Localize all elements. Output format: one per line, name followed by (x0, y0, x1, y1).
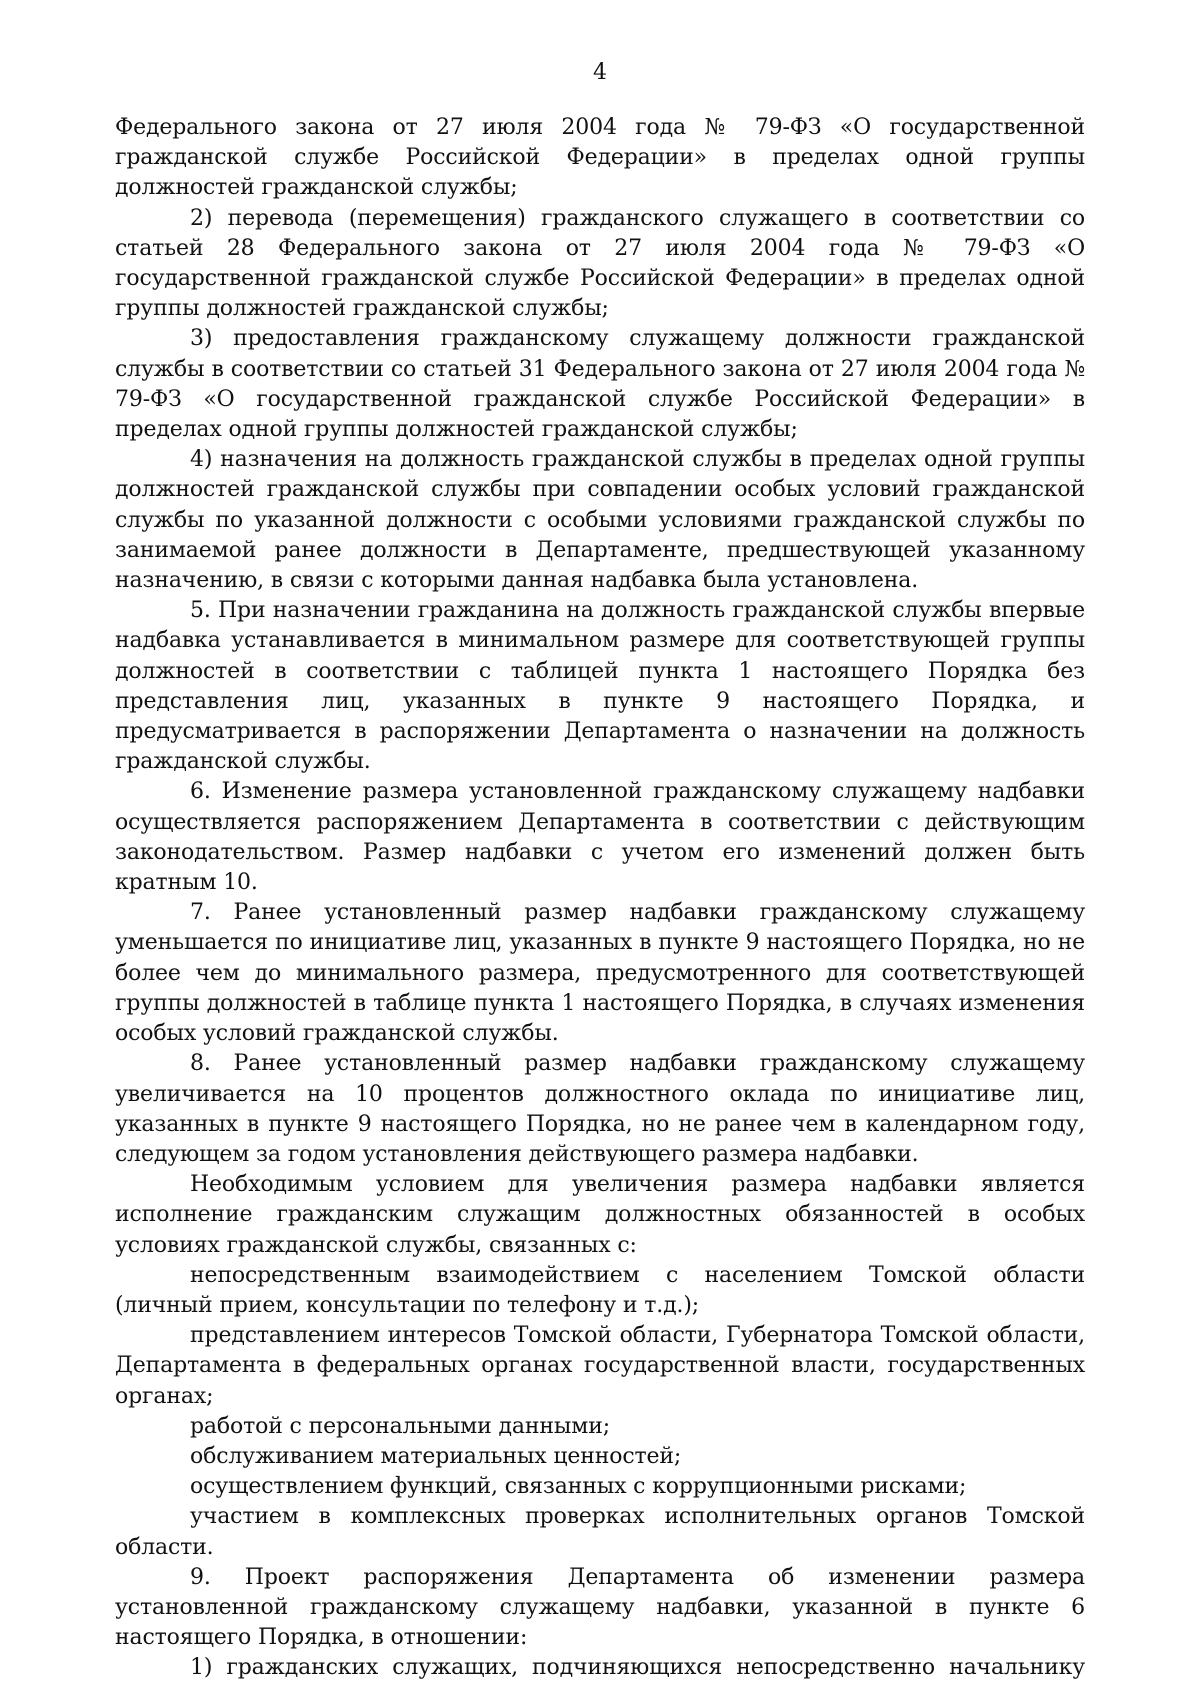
paragraph-required-condition: Необходимым условием для увеличения размера надбавки является исполнение гражданским служащим должностных обязанностей в особых условиях гражданской службы, связанных с: (115, 1172, 1085, 1258)
document-body (115, 113, 1085, 1684)
paragraph-section-6: 6. Изменение размера установленной гражданскому служащему надбавки осуществляется распоряжением Департамента в соответствии с действующим законодательством. Размер надбавки с учетом его изменений должен быть кратным 10. (115, 779, 1085, 896)
paragraph-condition-material-values: обслуживанием материальных ценностей; (190, 1443, 682, 1469)
paragraph-item-3-provision: 3) предоставления гражданскому служащему должности гражданской службы в соответствии со статьей 31 Федерального закона от 27 июля 2004 года № 79-ФЗ «О государственной гражданской службе Российской Федерации» в пределах одной группы должностей гражданской службы; (115, 326, 1085, 443)
paragraph-section-5: 5. При назначении гражданина на должность гражданской службы впервые надбавка устанавливается в минимальном размере для соответствующей группы должностей в соответствии с таблицей пункта 1 настоящего Порядка без представления лиц, указанных в пункте 9 настоящего Порядка, и предусматривается в распоряжении Департамента о назначении на должность гражданской службы. (115, 598, 1085, 775)
paragraph-condition-population: непосредственным взаимодействием с населением Томской области (личный прием, консультации по телефону и т.д.); (115, 1262, 1085, 1318)
paragraph-section-9: 9. Проект распоряжения Департамента об изменении размера установленной гражданскому служащему надбавки, указанной в пункте 6 настоящего Порядка, в отношении: (115, 1564, 1085, 1651)
paragraph-condition-complex-checks: участием в комплексных проверках исполнительных органов Томской области. (115, 1504, 1085, 1560)
paragraph-section-8: 8. Ранее установленный размер надбавки гражданскому служащему увеличивается на 10 процентов должностного оклада по инициативе лиц, указанных в пункте 9 настоящего Порядка, но не ранее чем в календарном году, следующем за годом установления действующего размера надбавки. (115, 1051, 1085, 1167)
paragraph-continuation-federal-law: Федерального закона от 27 июля 2004 года № 79-ФЗ «О государственной гражданской службе Российской Федерации» в пределах одной группы должностей гражданской службы; (115, 115, 1085, 201)
paragraph-condition-representation: представлением интересов Томской области, Губернатора Томской области, Департамента в федеральных органах государственной власти, государственных органах; (115, 1323, 1085, 1409)
paragraph-condition-personal-data: работой с персональными данными; (190, 1413, 610, 1439)
paragraph-item-1-civil-servants: 1) гражданских служащих, подчиняющихся непосредственно начальнику (190, 1655, 1085, 1681)
paragraph-condition-corruption-risks: осуществлением функций, связанных с коррупционными рисками; (190, 1474, 967, 1500)
paragraph-item-2-transfer: 2) перевода (перемещения) гражданского служащего в соответствии со статьей 28 Федерального закона от 27 июля 2004 года № 79-ФЗ «О государственной гражданской службе Российской Федерации» в пределах одной группы должностей гражданской службы; (115, 205, 1085, 322)
paragraph-item-4-appointment: 4) назначения на должность гражданской службы в пределах одной группы должностей гражданской службы при совпадении особых условий гражданской службы по указанной должности с особыми условиями гражданской службы по занимаемой ранее должности в Департаменте, предшествующей указанному назначению, в связи с которыми данная надбавка была установлена. (115, 447, 1085, 594)
page-number: 4 (593, 60, 607, 85)
paragraph-section-7: 7. Ранее установленный размер надбавки гражданскому служащему уменьшается по инициативе лиц, указанных в пункте 9 настоящего Порядка, но не более чем до минимального размера, предусмотренного для соответствующей группы должностей в таблице пункта 1 настоящего Порядка, в случаях изменения особых условий гражданской службы. (115, 900, 1085, 1047)
